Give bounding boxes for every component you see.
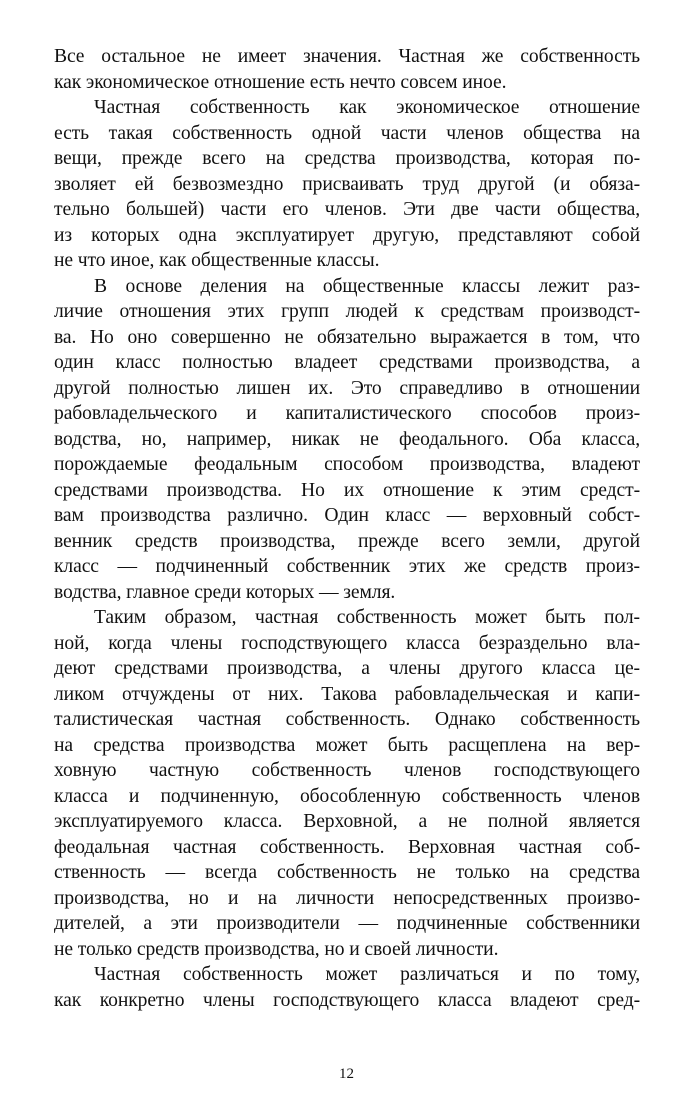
text-line: венник средств производства, прежде всего земли, другой (54, 530, 640, 552)
text-line: ной, когда члены господствующего класса безраздельно вла- (54, 632, 640, 654)
text-line: дителей, а эти производители — подчиненные собственники (54, 913, 640, 934)
text-line: водства, но, например, никак не феодального. Оба класса, (54, 428, 640, 450)
text-line: один класс полностью владеет средствами производства, а (54, 352, 640, 373)
text-line: как экономическое отношение есть нечто совсем иное. (54, 71, 507, 93)
text-line: водства, главное среди которых — земля. (54, 581, 396, 603)
text-line: феодальная частная собственность. Верховная частная соб- (54, 836, 640, 858)
text-line: рабовладельческого и капиталистического способов произ- (54, 403, 640, 424)
text-line: Частная собственность может различаться и по тому, (94, 964, 640, 985)
paragraph (54, 962, 640, 1013)
text-line: Все остальное не имеет значения. Частная же собственность (54, 46, 640, 67)
text-line: производства, но и на личности непосредственных произво- (54, 887, 640, 909)
text-line: не только средств производства, но и своей личности. (54, 938, 499, 960)
text-line: ственность — всегда собственность не только на средства (54, 862, 640, 883)
text-line: ликом отчуждены от них. Такова рабовладельческая и капи- (54, 683, 640, 705)
text-line: не что иное, как общественные классы. (54, 250, 380, 271)
paragraph (54, 95, 640, 274)
text-line: В основе деления на общественные классы лежит раз- (94, 275, 640, 297)
text-line: вам производства различно. Один класс — верховный собст- (54, 505, 640, 526)
text-line: средствами производства. Но их отношение к этим средст- (54, 479, 640, 501)
text-line: из которых одна эксплуатирует другую, представляют собой (54, 224, 640, 246)
page-number: 12 (339, 1066, 354, 1082)
text-line: как конкретно члены господствующего класса владеют сред- (54, 989, 640, 1011)
text-line: тельно большей) части его членов. Эти две части общества, (54, 199, 640, 220)
text-line: эксплуатируемого класса. Верховной, а не полной является (54, 811, 640, 832)
paragraph (54, 274, 640, 606)
text-line: класса и подчиненную, обособленную собственность членов (54, 785, 640, 807)
text-line: другой полностью лишен их. Это справедливо в отношении (54, 377, 640, 399)
text-line: личие отношения этих групп людей к средствам производст- (54, 301, 640, 322)
paragraph (54, 605, 640, 962)
text-line: деют средствами производства, а члены другого класса це- (54, 658, 640, 679)
text-line: зволяет ей безвозмездно присваивать труд другой (и обяза- (54, 173, 640, 195)
paragraph (54, 44, 640, 95)
text-line: Таким образом, частная собственность может быть пол- (94, 607, 640, 628)
text-line: есть такая собственность одной части членов общества на (54, 122, 640, 144)
text-line: класс — подчиненный собственник этих же средств произ- (54, 556, 640, 577)
text-line: Частная собственность как экономическое отношение (94, 97, 640, 118)
text-line: на средства производства может быть расщеплена на вер- (54, 734, 640, 756)
page-body (54, 44, 640, 1054)
text-line: порождаемые феодальным способом производства, владеют (54, 454, 640, 475)
text-line: вещи, прежде всего на средства производства, которая по- (54, 148, 640, 169)
text-line: ховную частную собственность членов господствующего (54, 760, 640, 781)
text-line: талистическая частная собственность. Однако собственность (54, 709, 640, 730)
text-line: ва. Но оно совершенно не обязательно выражается в том, что (54, 326, 640, 348)
